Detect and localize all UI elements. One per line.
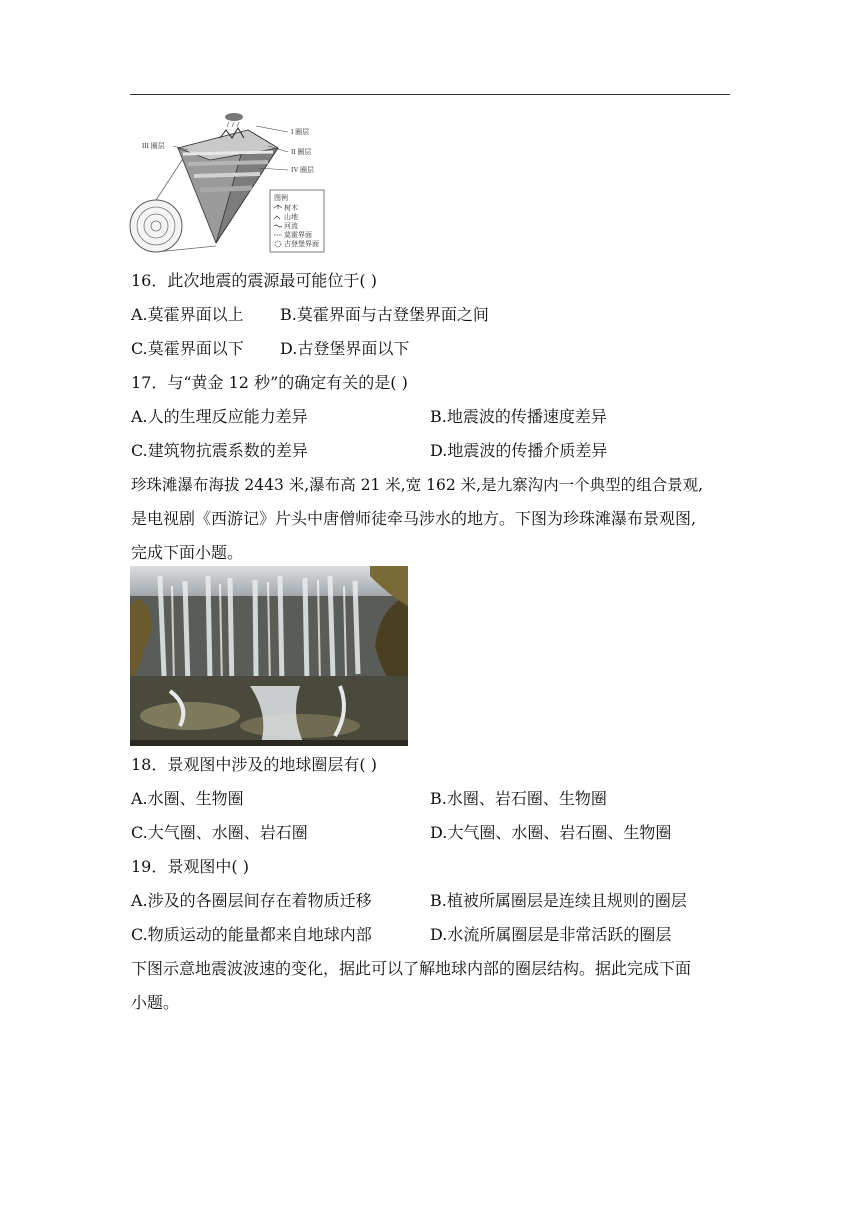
rain-cloud-icon bbox=[225, 113, 243, 127]
q17-option-b[interactable]: B.地震波的传播速度差异 bbox=[430, 407, 607, 426]
pearl-beach-waterfall-photo bbox=[130, 566, 408, 746]
passage1-line: 是电视剧《西游记》片头中唐僧师徒牵马涉水的地方。下图为珍珠滩瀑布景观图, bbox=[131, 509, 697, 528]
earth-layers-diagram bbox=[128, 108, 350, 256]
passage2-line: 下图示意地震波波速的变化，据此可以了解地球内部的圈层结构。据此完成下面 bbox=[131, 959, 692, 978]
q16-option-b[interactable]: B.莫霍界面与古登堡界面之间 bbox=[280, 305, 489, 324]
q18-stem: 18．景观图中涉及的地球圈层有( ) bbox=[131, 755, 377, 774]
header-rule bbox=[130, 94, 730, 95]
layer-label-4: IV 圈层 bbox=[291, 166, 315, 174]
legend-item: 莫霍界面 bbox=[284, 231, 312, 239]
q18-option-b[interactable]: B.水圈、岩石圈、生物圈 bbox=[430, 789, 607, 808]
q18-option-d[interactable]: D.大气圈、水圈、岩石圈、生物圈 bbox=[430, 823, 672, 842]
q19-option-d[interactable]: D.水流所属圈层是非常活跃的圈层 bbox=[430, 925, 672, 944]
q17-option-d[interactable]: D.地震波的传播介质差异 bbox=[430, 441, 608, 460]
earth-sphere-icon bbox=[130, 200, 182, 252]
layer-label-3: III 圈层 bbox=[142, 142, 165, 150]
passage1-line: 完成下面小题。 bbox=[131, 543, 244, 562]
q16-option-d[interactable]: D.古登堡界面以下 bbox=[280, 339, 410, 358]
q19-option-a[interactable]: A.涉及的各圈层间存在着物质迁移 bbox=[131, 891, 372, 910]
legend-item: 古登堡界面 bbox=[284, 240, 319, 248]
diagram-legend bbox=[270, 190, 324, 252]
q16-stem: 16．此次地震的震源最可能位于( ) bbox=[131, 271, 377, 290]
q17-option-a[interactable]: A.人的生理反应能力差异 bbox=[131, 407, 308, 426]
legend-title: 图例 bbox=[274, 194, 288, 202]
legend-item: 树木 bbox=[284, 204, 298, 212]
legend-item: 河流 bbox=[284, 222, 298, 230]
layer-label-2: II 圈层 bbox=[291, 148, 312, 156]
passage1-line: 珍珠滩瀑布海拔 2443 米,瀑布高 21 米,宽 162 米,是九寨沟内一个典型的组合景观, bbox=[131, 476, 704, 494]
q19-option-c[interactable]: C.物质运动的能量都来自地球内部 bbox=[131, 925, 372, 944]
q19-stem: 19．景观图中( ) bbox=[131, 857, 249, 876]
q17-option-c[interactable]: C.建筑物抗震系数的差异 bbox=[131, 441, 308, 460]
q16-option-a[interactable]: A.莫霍界面以上 bbox=[131, 305, 244, 324]
q18-option-a[interactable]: A.水圈、生物圈 bbox=[131, 789, 244, 808]
legend-item: 山地 bbox=[284, 213, 298, 221]
q16-option-c[interactable]: C.莫霍界面以下 bbox=[131, 339, 244, 358]
passage2-line: 小题。 bbox=[131, 993, 180, 1012]
q19-option-b[interactable]: B.植被所属圈层是连续且规则的圈层 bbox=[430, 891, 687, 910]
q17-stem: 17．与“黄金 12 秒”的确定有关的是( ) bbox=[131, 373, 408, 392]
q18-option-c[interactable]: C.大气圈、水圈、岩石圈 bbox=[131, 823, 308, 842]
layer-label-1: I 圈层 bbox=[291, 128, 310, 136]
